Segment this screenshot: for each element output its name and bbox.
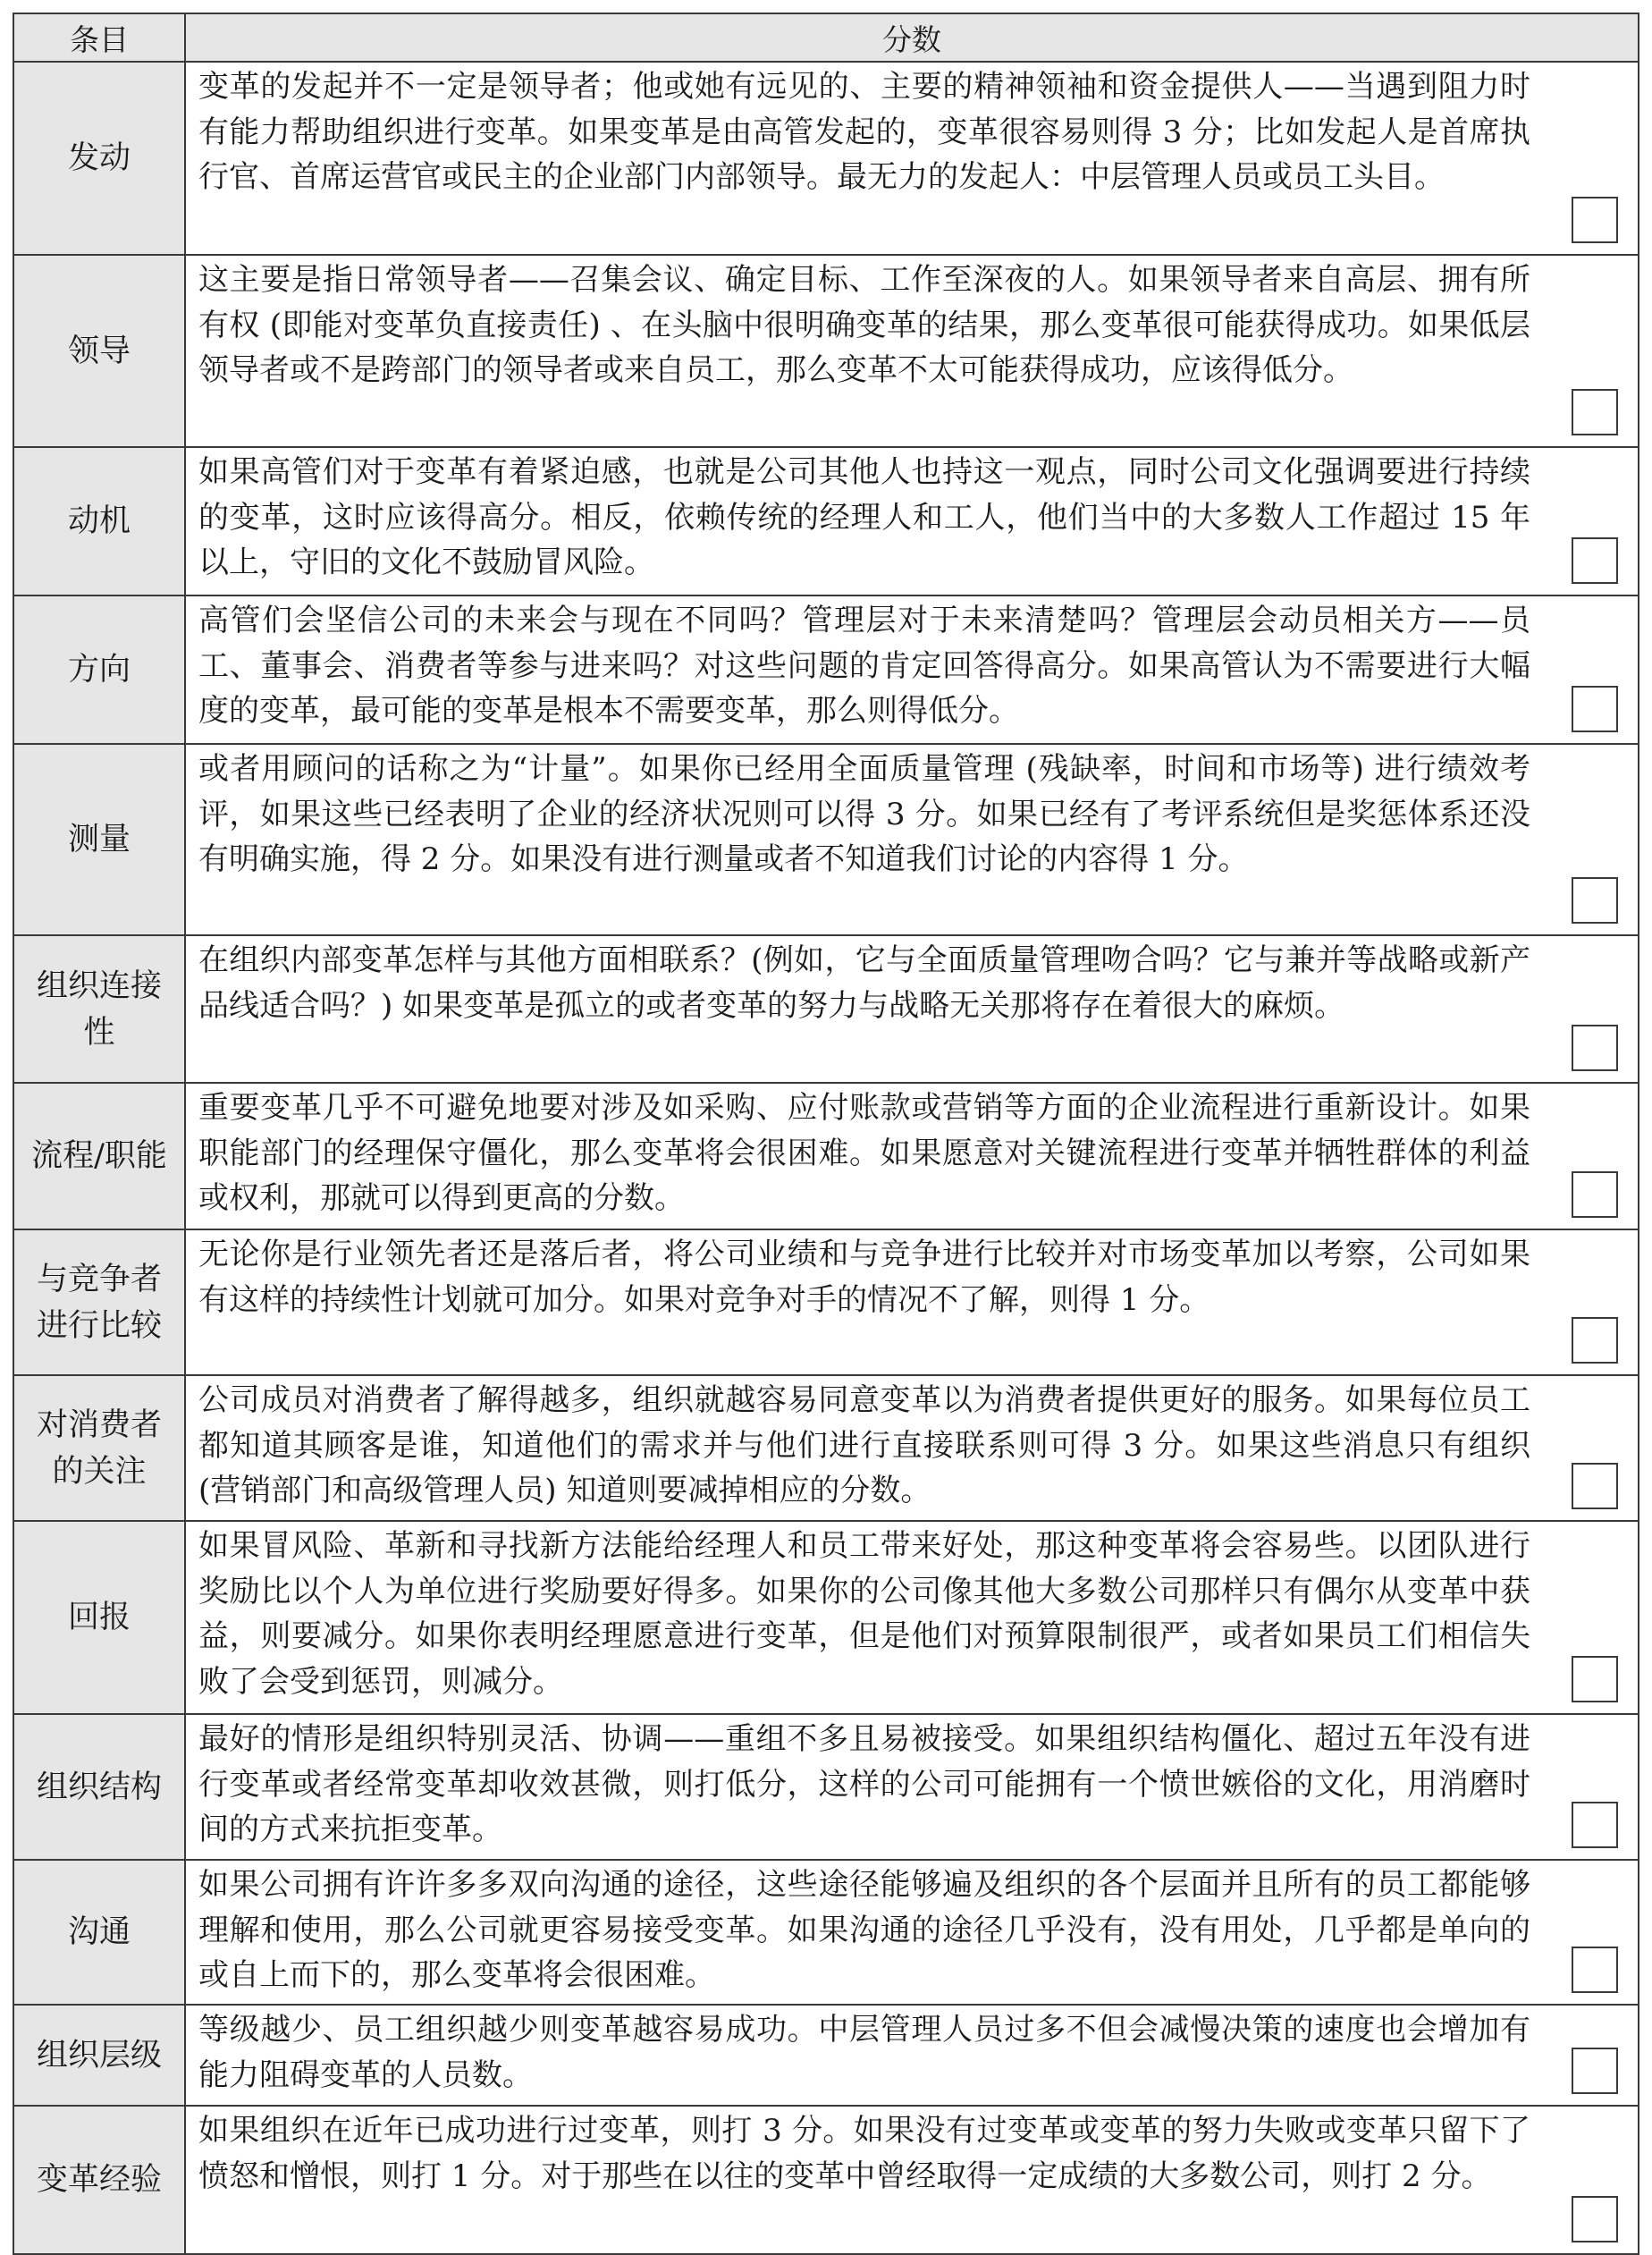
row-item: 方向: [13, 595, 185, 744]
row-text: 变革的发起并不一定是领导者；他或她有远见的、主要的精神领袖和资金提供人——当遇到阻力时有能力帮助组织进行变革。如果变革是由高管发起的，变革很容易则得 3 分；比如发起人是首席执行官、首席运营官或民主的企业部门内部领导。最无力的发起人：中层管理人员或员工头目。: [198, 69, 1530, 195]
header-item: 条目: [13, 13, 185, 62]
row-item: 与竞争者进行比较: [13, 1229, 185, 1375]
score-checkbox[interactable]: [1572, 1463, 1618, 1509]
row-description: [185, 595, 1639, 744]
row-item: 沟通: [13, 1860, 185, 2005]
row-text: 公司成员对消费者了解得越多，组织就越容易同意变革以为消费者提供更好的服务。如果每位员工都知道其顾客是谁，知道他们的需求并与他们进行直接联系则可得 3 分。如果这些消息只有组织 (营销部门和高级管理人员) 知道则要减掉相应的分数。: [198, 1382, 1530, 1508]
table-row: [13, 744, 1639, 935]
row-description: [185, 744, 1639, 935]
row-item: 发动: [13, 62, 185, 255]
row-text: 或者用顾问的话称之为“计量”。如果你已经用全面质量管理 (残缺率，时间和市场等) 进行绩效考评，如果这些已经表明了企业的经济状况则可以得 3 分。如果已经有了考评系统但是奖惩体系还没有明确实施，得 2 分。如果没有进行测量或者不知道我们讨论的内容得 1 分。: [198, 751, 1530, 877]
score-checkbox[interactable]: [1572, 1947, 1618, 1993]
row-item: 对消费者的关注: [13, 1375, 185, 1521]
table-row: [13, 935, 1639, 1083]
table-row: [13, 2106, 1639, 2254]
row-item: 领导: [13, 255, 185, 447]
score-checkbox[interactable]: [1572, 1802, 1618, 1848]
table-row: [13, 595, 1639, 744]
score-checkbox[interactable]: [1572, 389, 1618, 435]
row-description: [185, 1229, 1639, 1375]
table-row: [13, 1083, 1639, 1229]
row-description: [185, 1083, 1639, 1229]
row-item: 组织结构: [13, 1714, 185, 1860]
row-text: 最好的情形是组织特别灵活、协调——重组不多且易被接受。如果组织结构僵化、超过五年没有进行变革或者经常变革却收效甚微，则打低分，这样的公司可能拥有一个愤世嫉俗的文化，用消磨时间的方式来抗拒变革。: [198, 1721, 1530, 1847]
table-row: [13, 1375, 1639, 1521]
row-description: [185, 1714, 1639, 1860]
row-text: 如果高管们对于变革有着紧迫感，也就是公司其他人也持这一观点，同时公司文化强调要进行持续的变革，这时应该得高分。相反，依赖传统的经理人和工人，他们当中的大多数人工作超过 15 年以上，守旧的文化不鼓励冒风险。: [198, 454, 1530, 580]
table-row: [13, 447, 1639, 595]
score-checkbox[interactable]: [1572, 2196, 1618, 2242]
row-description: [185, 447, 1639, 595]
table-row: [13, 1860, 1639, 2005]
score-checkbox[interactable]: [1572, 1171, 1618, 1218]
header-score: 分数: [185, 13, 1639, 62]
score-checkbox[interactable]: [1572, 1656, 1618, 1702]
row-description: [185, 1375, 1639, 1521]
table-header-row: [13, 13, 1639, 62]
row-description: [185, 255, 1639, 447]
row-item: 回报: [13, 1521, 185, 1714]
score-checkbox[interactable]: [1572, 537, 1618, 584]
row-item: 组织层级: [13, 2005, 185, 2106]
row-text: 重要变革几乎不可避免地要对涉及如采购、应付账款或营销等方面的企业流程进行重新设计。如果职能部门的经理保守僵化，那么变革将会很困难。如果愿意对关键流程进行变革并牺牲群体的利益或权利，那就可以得到更高的分数。: [198, 1090, 1530, 1216]
score-checkbox[interactable]: [1572, 197, 1618, 243]
row-text: 在组织内部变革怎样与其他方面相联系？(例如，它与全面质量管理吻合吗？它与兼并等战略或新产品线适合吗？) 如果变革是孤立的或者变革的努力与战略无关那将存在着很大的麻烦。: [198, 942, 1530, 1024]
row-item: 变革经验: [13, 2106, 185, 2254]
row-text: 如果组织在近年已成功进行过变革，则打 3 分。如果没有过变革或变革的努力失败或变革只留下了愤怒和憎恨，则打 1 分。对于那些在以往的变革中曾经取得一定成绩的大多数公司，则打 2 分。: [198, 2113, 1530, 2194]
row-text: 如果冒风险、革新和寻找新方法能给经理人和员工带来好处，那这种变革将会容易些。以团队进行奖励比以个人为单位进行奖励要好得多。如果你的公司像其他大多数公司那样只有偶尔从变革中获益，则要减分。如果你表明经理愿意进行变革，但是他们对预算限制很严，或者如果员工们相信失败了会受到惩罚，则减分。: [198, 1528, 1530, 1700]
score-checkbox[interactable]: [1572, 1317, 1618, 1364]
table-row: [13, 2005, 1639, 2106]
score-checkbox[interactable]: [1572, 877, 1618, 924]
row-text: 高管们会坚信公司的未来会与现在不同吗？管理层对于未来清楚吗？管理层会动员相关方——员工、董事会、消费者等参与进来吗？对这些问题的肯定回答得高分。如果高管认为不需要进行大幅度的变革，最可能的变革是根本不需要变革，那么则得低分。: [198, 603, 1530, 729]
row-description: [185, 1521, 1639, 1714]
row-text: 无论你是行业领先者还是落后者，将公司业绩和与竞争进行比较并对市场变革加以考察，公司如果有这样的持续性计划就可加分。如果对竞争对手的情况不了解，则得 1 分。: [198, 1237, 1530, 1318]
score-checkbox[interactable]: [1572, 1025, 1618, 1071]
row-description: [185, 2005, 1639, 2106]
score-checkbox[interactable]: [1572, 686, 1618, 732]
row-item: 流程/职能: [13, 1083, 185, 1229]
table-row: [13, 255, 1639, 447]
row-text: 等级越少、员工组织越少则变革越容易成功。中层管理人员过多不但会减慢决策的速度也会增加有能力阻碍变革的人员数。: [198, 2012, 1530, 2093]
row-text: 如果公司拥有许许多多双向沟通的途径，这些途径能够遍及组织的各个层面并且所有的员工都能够理解和使用，那么公司就更容易接受变革。如果沟通的途径几乎没有，没有用处，几乎都是单向的或自上而下的，那么变革将会很困难。: [198, 1867, 1530, 1993]
score-checkbox[interactable]: [1572, 2048, 1618, 2094]
table-row: [13, 1229, 1639, 1375]
scoring-table: [13, 13, 1639, 2255]
row-description: [185, 2106, 1639, 2254]
row-item: 动机: [13, 447, 185, 595]
row-description: [185, 935, 1639, 1083]
table-row: [13, 62, 1639, 255]
row-description: [185, 1860, 1639, 2005]
row-text: 这主要是指日常领导者——召集会议、确定目标、工作至深夜的人。如果领导者来自高层、拥有所有权 (即能对变革负直接责任) 、在头脑中很明确变革的结果，那么变革很可能获得成功。如果低层领导者或不是跨部门的领导者或来自员工，那么变革不太可能获得成功，应该得低分。: [198, 262, 1530, 388]
table-row: [13, 1521, 1639, 1714]
table-row: [13, 1714, 1639, 1860]
row-description: [185, 62, 1639, 255]
row-item: 组织连接性: [13, 935, 185, 1083]
row-item: 测量: [13, 744, 185, 935]
